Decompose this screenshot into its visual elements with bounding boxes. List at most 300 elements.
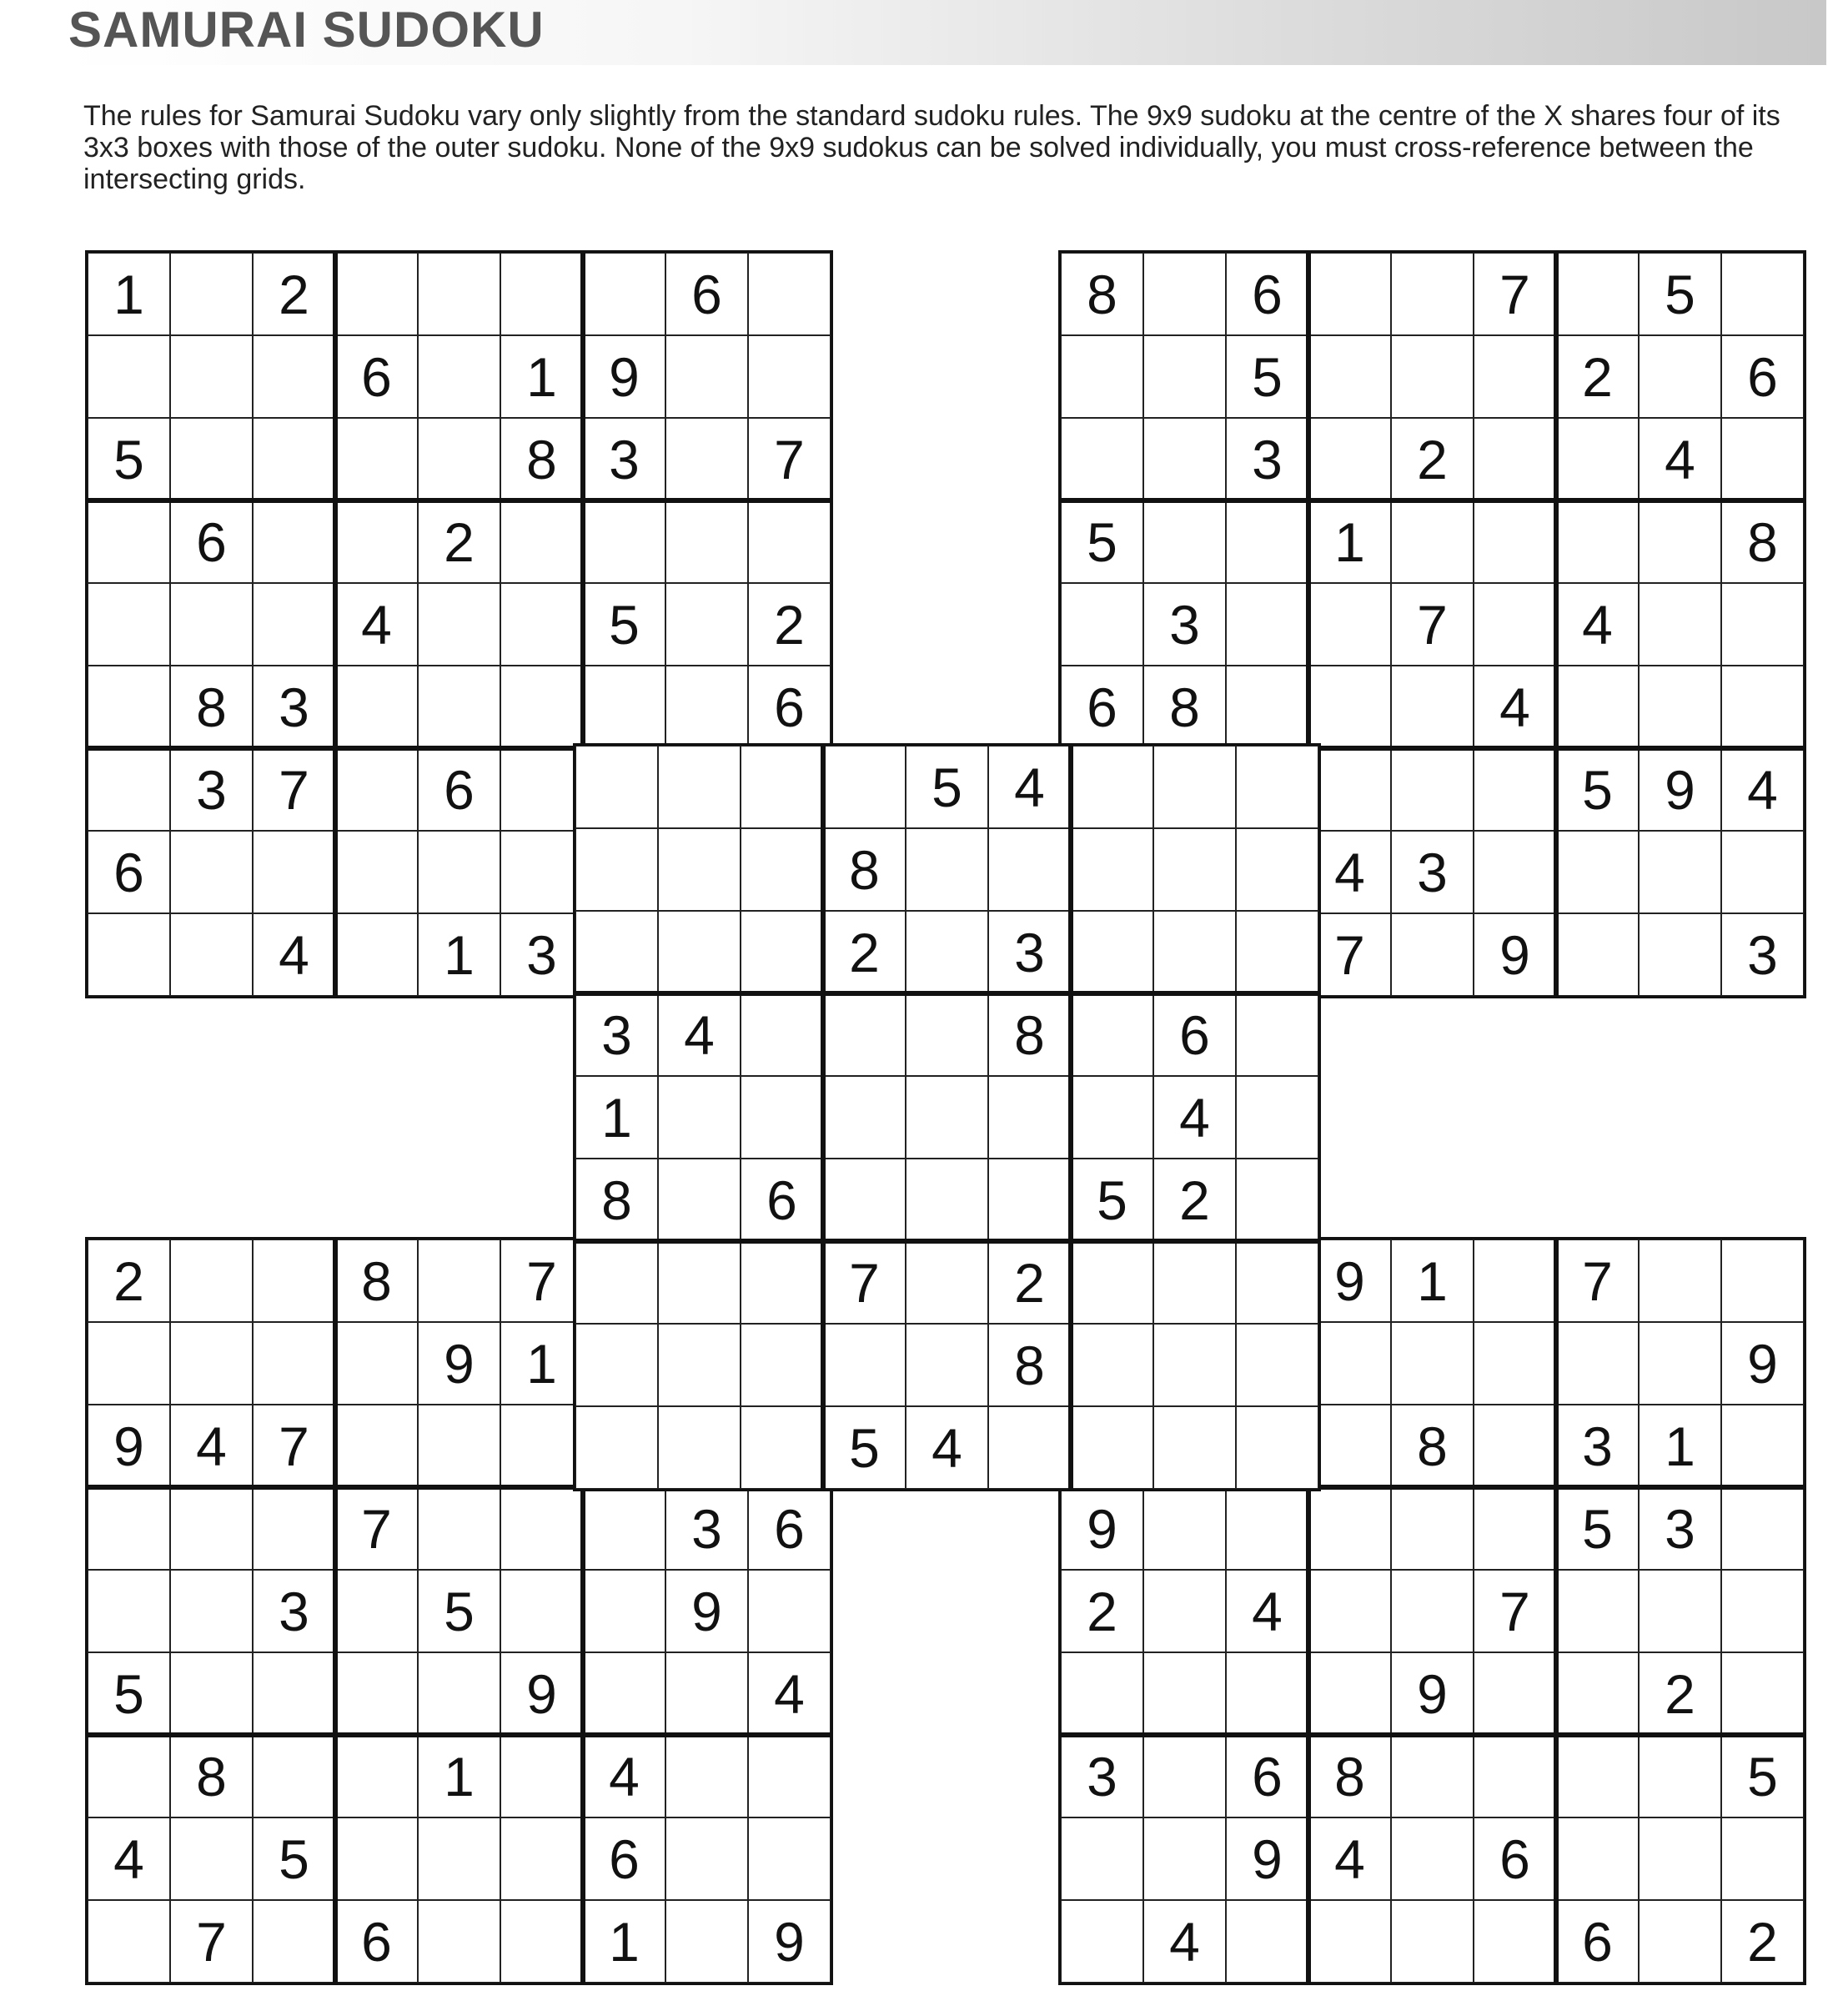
sudoku-cell[interactable] — [906, 1324, 988, 1406]
sudoku-cell[interactable] — [1721, 1405, 1804, 1487]
sudoku-cell[interactable] — [1153, 828, 1236, 911]
sudoku-cell[interactable] — [575, 746, 658, 828]
sudoku-cell[interactable] — [88, 1570, 170, 1652]
sudoku-cell[interactable] — [418, 1405, 500, 1487]
sudoku-cell[interactable] — [1143, 253, 1226, 335]
sudoku-cell[interactable] — [748, 1735, 831, 1817]
sudoku-cell[interactable] — [418, 1239, 500, 1322]
sudoku-cell[interactable] — [1721, 253, 1804, 335]
sudoku-cell[interactable] — [823, 1076, 906, 1159]
sudoku-cell[interactable]: 8 — [823, 828, 906, 911]
sudoku-cell[interactable] — [500, 1405, 583, 1487]
sudoku-cell[interactable]: 4 — [1474, 666, 1556, 748]
sudoku-cell[interactable] — [665, 1817, 748, 1900]
sudoku-cell[interactable]: 6 — [1226, 1735, 1308, 1817]
sudoku-cell[interactable]: 1 — [1391, 1239, 1474, 1322]
sudoku-cell[interactable] — [335, 666, 418, 748]
sudoku-cell[interactable]: 2 — [748, 583, 831, 666]
sudoku-cell[interactable]: 4 — [1556, 583, 1639, 666]
sudoku-cell[interactable] — [1143, 500, 1226, 583]
sudoku-cell[interactable] — [1308, 1487, 1391, 1570]
sudoku-cell[interactable] — [906, 1159, 988, 1241]
sudoku-cell[interactable] — [88, 748, 170, 831]
sudoku-cell[interactable] — [1226, 1487, 1308, 1570]
sudoku-cell[interactable]: 5 — [823, 1406, 906, 1489]
sudoku-cell[interactable]: 3 — [1143, 583, 1226, 666]
sudoku-cell[interactable]: 8 — [1061, 253, 1143, 335]
sudoku-cell[interactable]: 6 — [741, 1159, 823, 1241]
sudoku-cell[interactable] — [741, 911, 823, 993]
sudoku-cell[interactable] — [500, 748, 583, 831]
sudoku-cell[interactable] — [418, 1487, 500, 1570]
sudoku-cell[interactable] — [1143, 1570, 1226, 1652]
sudoku-cell[interactable] — [1071, 1406, 1153, 1489]
sudoku-cell[interactable] — [1236, 993, 1318, 1076]
sudoku-cell[interactable] — [253, 583, 335, 666]
sudoku-cell[interactable] — [335, 1405, 418, 1487]
sudoku-cell[interactable] — [1639, 500, 1721, 583]
sudoku-cell[interactable]: 6 — [335, 1900, 418, 1983]
sudoku-cell[interactable] — [665, 1652, 748, 1735]
sudoku-cell[interactable]: 3 — [253, 666, 335, 748]
sudoku-cell[interactable] — [906, 1076, 988, 1159]
sudoku-cell[interactable]: 4 — [906, 1406, 988, 1489]
sudoku-cell[interactable] — [1236, 1406, 1318, 1489]
sudoku-cell[interactable] — [658, 746, 741, 828]
sudoku-cell[interactable] — [1639, 1570, 1721, 1652]
sudoku-cell[interactable] — [1639, 666, 1721, 748]
sudoku-cell[interactable]: 4 — [748, 1652, 831, 1735]
sudoku-cell[interactable]: 3 — [1226, 418, 1308, 500]
sudoku-cell[interactable]: 5 — [1226, 335, 1308, 418]
sudoku-cell[interactable]: 9 — [583, 335, 665, 418]
sudoku-cell[interactable] — [1391, 1570, 1474, 1652]
sudoku-cell[interactable] — [575, 828, 658, 911]
sudoku-cell[interactable]: 2 — [418, 500, 500, 583]
sudoku-cell[interactable] — [88, 666, 170, 748]
sudoku-cell[interactable] — [418, 831, 500, 913]
sudoku-cell[interactable] — [1308, 1570, 1391, 1652]
sudoku-cell[interactable]: 8 — [1391, 1405, 1474, 1487]
sudoku-cell[interactable]: 9 — [1391, 1652, 1474, 1735]
sudoku-cell[interactable] — [1474, 1239, 1556, 1322]
sudoku-cell[interactable] — [906, 911, 988, 993]
sudoku-cell[interactable] — [1308, 253, 1391, 335]
sudoku-cell[interactable] — [583, 666, 665, 748]
sudoku-cell[interactable] — [1721, 583, 1804, 666]
sudoku-cell[interactable]: 5 — [418, 1570, 500, 1652]
sudoku-cell[interactable]: 2 — [823, 911, 906, 993]
sudoku-cell[interactable] — [748, 1817, 831, 1900]
sudoku-cell[interactable]: 2 — [1061, 1570, 1143, 1652]
sudoku-cell[interactable] — [500, 1735, 583, 1817]
sudoku-cell[interactable]: 6 — [88, 831, 170, 913]
sudoku-cell[interactable] — [1639, 1817, 1721, 1900]
sudoku-cell[interactable]: 4 — [1143, 1900, 1226, 1983]
sudoku-cell[interactable] — [1308, 418, 1391, 500]
sudoku-cell[interactable]: 5 — [88, 418, 170, 500]
sudoku-cell[interactable] — [253, 831, 335, 913]
sudoku-cell[interactable] — [665, 1735, 748, 1817]
sudoku-cell[interactable]: 3 — [1556, 1405, 1639, 1487]
sudoku-cell[interactable] — [1236, 1159, 1318, 1241]
sudoku-cell[interactable]: 9 — [1226, 1817, 1308, 1900]
sudoku-cell[interactable] — [170, 1652, 253, 1735]
sudoku-cell[interactable] — [988, 1159, 1071, 1241]
sudoku-cell[interactable]: 1 — [575, 1076, 658, 1159]
sudoku-cell[interactable]: 9 — [1308, 1239, 1391, 1322]
sudoku-cell[interactable] — [170, 1570, 253, 1652]
sudoku-cell[interactable]: 6 — [748, 666, 831, 748]
sudoku-cell[interactable]: 3 — [170, 748, 253, 831]
sudoku-cell[interactable] — [823, 993, 906, 1076]
sudoku-cell[interactable] — [1143, 1735, 1226, 1817]
sudoku-cell[interactable]: 2 — [1556, 335, 1639, 418]
sudoku-cell[interactable]: 4 — [583, 1735, 665, 1817]
sudoku-cell[interactable] — [1236, 911, 1318, 993]
sudoku-cell[interactable] — [1556, 253, 1639, 335]
sudoku-cell[interactable] — [335, 913, 418, 996]
sudoku-cell[interactable] — [741, 1076, 823, 1159]
sudoku-cell[interactable] — [1474, 831, 1556, 913]
sudoku-cell[interactable] — [88, 583, 170, 666]
sudoku-cell[interactable]: 2 — [88, 1239, 170, 1322]
sudoku-cell[interactable]: 7 — [748, 418, 831, 500]
sudoku-cell[interactable]: 3 — [665, 1487, 748, 1570]
sudoku-cell[interactable]: 1 — [583, 1900, 665, 1983]
sudoku-cell[interactable]: 9 — [1061, 1487, 1143, 1570]
sudoku-cell[interactable] — [1071, 746, 1153, 828]
sudoku-cell[interactable] — [1391, 1735, 1474, 1817]
sudoku-cell[interactable] — [1721, 1652, 1804, 1735]
sudoku-cell[interactable]: 3 — [1639, 1487, 1721, 1570]
sudoku-cell[interactable] — [665, 335, 748, 418]
sudoku-cell[interactable] — [1071, 828, 1153, 911]
sudoku-cell[interactable] — [748, 335, 831, 418]
sudoku-cell[interactable] — [1143, 418, 1226, 500]
sudoku-cell[interactable]: 3 — [575, 993, 658, 1076]
sudoku-cell[interactable] — [500, 500, 583, 583]
sudoku-cell[interactable] — [1391, 335, 1474, 418]
sudoku-cell[interactable]: 3 — [583, 418, 665, 500]
sudoku-cell[interactable] — [1061, 583, 1143, 666]
sudoku-cell[interactable] — [1308, 583, 1391, 666]
sudoku-cell[interactable]: 3 — [1721, 913, 1804, 996]
sudoku-cell[interactable] — [253, 1487, 335, 1570]
sudoku-cell[interactable]: 4 — [1639, 418, 1721, 500]
sudoku-cell[interactable]: 1 — [418, 913, 500, 996]
sudoku-cell[interactable] — [500, 831, 583, 913]
sudoku-cell[interactable]: 9 — [1474, 913, 1556, 996]
sudoku-cell[interactable] — [741, 1324, 823, 1406]
sudoku-cell[interactable]: 4 — [988, 746, 1071, 828]
sudoku-cell[interactable]: 6 — [748, 1487, 831, 1570]
sudoku-cell[interactable] — [335, 418, 418, 500]
sudoku-cell[interactable]: 4 — [1721, 748, 1804, 831]
sudoku-cell[interactable] — [741, 746, 823, 828]
sudoku-cell[interactable] — [335, 1322, 418, 1405]
sudoku-cell[interactable] — [658, 1324, 741, 1406]
sudoku-cell[interactable]: 1 — [418, 1735, 500, 1817]
sudoku-cell[interactable] — [335, 748, 418, 831]
sudoku-cell[interactable] — [253, 1322, 335, 1405]
sudoku-cell[interactable] — [1071, 993, 1153, 1076]
sudoku-cell[interactable] — [253, 1239, 335, 1322]
sudoku-cell[interactable]: 8 — [1721, 500, 1804, 583]
sudoku-cell[interactable]: 5 — [1639, 253, 1721, 335]
sudoku-cell[interactable] — [988, 1076, 1071, 1159]
sudoku-cell[interactable] — [88, 1322, 170, 1405]
sudoku-cell[interactable]: 7 — [1474, 253, 1556, 335]
sudoku-cell[interactable] — [335, 253, 418, 335]
sudoku-cell[interactable]: 6 — [665, 253, 748, 335]
sudoku-cell[interactable] — [1061, 418, 1143, 500]
sudoku-cell[interactable] — [1226, 1900, 1308, 1983]
sudoku-cell[interactable] — [88, 1900, 170, 1983]
sudoku-cell[interactable] — [88, 335, 170, 418]
sudoku-cell[interactable] — [1639, 1900, 1721, 1983]
sudoku-cell[interactable] — [88, 1487, 170, 1570]
sudoku-cell[interactable]: 2 — [1153, 1159, 1236, 1241]
sudoku-cell[interactable] — [658, 1406, 741, 1489]
sudoku-cell[interactable] — [1474, 335, 1556, 418]
sudoku-cell[interactable] — [1474, 583, 1556, 666]
sudoku-cell[interactable] — [1474, 1405, 1556, 1487]
sudoku-cell[interactable]: 6 — [335, 335, 418, 418]
sudoku-cell[interactable] — [1236, 828, 1318, 911]
sudoku-cell[interactable]: 9 — [418, 1322, 500, 1405]
sudoku-cell[interactable] — [418, 666, 500, 748]
sudoku-cell[interactable]: 9 — [1639, 748, 1721, 831]
sudoku-cell[interactable] — [658, 911, 741, 993]
sudoku-cell[interactable]: 8 — [988, 993, 1071, 1076]
sudoku-cell[interactable] — [575, 1324, 658, 1406]
sudoku-cell[interactable] — [418, 1817, 500, 1900]
sudoku-cell[interactable]: 4 — [1153, 1076, 1236, 1159]
sudoku-cell[interactable] — [658, 1241, 741, 1324]
sudoku-cell[interactable] — [1391, 666, 1474, 748]
sudoku-cell[interactable] — [665, 666, 748, 748]
sudoku-cell[interactable]: 4 — [253, 913, 335, 996]
sudoku-cell[interactable] — [658, 1076, 741, 1159]
sudoku-cell[interactable] — [170, 335, 253, 418]
sudoku-cell[interactable]: 3 — [988, 911, 1071, 993]
sudoku-cell[interactable] — [1721, 831, 1804, 913]
sudoku-cell[interactable] — [583, 1652, 665, 1735]
sudoku-cell[interactable] — [170, 253, 253, 335]
sudoku-cell[interactable] — [1391, 1487, 1474, 1570]
sudoku-cell[interactable] — [575, 1406, 658, 1489]
sudoku-cell[interactable] — [1236, 1241, 1318, 1324]
sudoku-cell[interactable]: 7 — [253, 748, 335, 831]
sudoku-cell[interactable] — [170, 418, 253, 500]
sudoku-cell[interactable] — [335, 500, 418, 583]
sudoku-cell[interactable] — [418, 583, 500, 666]
sudoku-cell[interactable] — [88, 500, 170, 583]
sudoku-cell[interactable] — [253, 1652, 335, 1735]
sudoku-cell[interactable]: 7 — [1474, 1570, 1556, 1652]
sudoku-cell[interactable] — [1639, 1322, 1721, 1405]
sudoku-cell[interactable]: 7 — [1391, 583, 1474, 666]
sudoku-cell[interactable]: 8 — [170, 1735, 253, 1817]
sudoku-cell[interactable] — [170, 1817, 253, 1900]
sudoku-cell[interactable]: 4 — [88, 1817, 170, 1900]
sudoku-cell[interactable]: 2 — [1639, 1652, 1721, 1735]
sudoku-cell[interactable] — [500, 1817, 583, 1900]
sudoku-cell[interactable]: 7 — [1556, 1239, 1639, 1322]
sudoku-cell[interactable] — [1071, 911, 1153, 993]
sudoku-cell[interactable] — [500, 1570, 583, 1652]
sudoku-cell[interactable]: 5 — [1556, 748, 1639, 831]
sudoku-cell[interactable] — [1556, 500, 1639, 583]
sudoku-cell[interactable] — [1226, 500, 1308, 583]
sudoku-cell[interactable]: 5 — [1071, 1159, 1153, 1241]
sudoku-cell[interactable]: 1 — [500, 335, 583, 418]
sudoku-cell[interactable] — [1474, 1652, 1556, 1735]
sudoku-cell[interactable] — [575, 911, 658, 993]
sudoku-cell[interactable] — [500, 253, 583, 335]
sudoku-cell[interactable] — [1391, 1817, 1474, 1900]
sudoku-cell[interactable] — [500, 1487, 583, 1570]
sudoku-cell[interactable]: 4 — [1308, 1817, 1391, 1900]
sudoku-cell[interactable] — [1061, 1900, 1143, 1983]
sudoku-cell[interactable] — [253, 335, 335, 418]
sudoku-cell[interactable] — [1721, 1239, 1804, 1322]
sudoku-cell[interactable] — [906, 993, 988, 1076]
sudoku-cell[interactable] — [335, 1652, 418, 1735]
sudoku-cell[interactable]: 6 — [418, 748, 500, 831]
sudoku-cell[interactable] — [335, 1570, 418, 1652]
sudoku-cell[interactable] — [170, 1322, 253, 1405]
sudoku-cell[interactable] — [1143, 1487, 1226, 1570]
sudoku-cell[interactable] — [1556, 1570, 1639, 1652]
sudoku-cell[interactable] — [1391, 1322, 1474, 1405]
sudoku-cell[interactable] — [1308, 666, 1391, 748]
sudoku-cell[interactable] — [665, 500, 748, 583]
sudoku-cell[interactable]: 4 — [658, 993, 741, 1076]
sudoku-cell[interactable] — [1556, 831, 1639, 913]
sudoku-cell[interactable]: 9 — [748, 1900, 831, 1983]
sudoku-cell[interactable] — [1308, 335, 1391, 418]
sudoku-cell[interactable] — [1061, 1652, 1143, 1735]
sudoku-cell[interactable] — [1639, 1239, 1721, 1322]
sudoku-cell[interactable] — [748, 253, 831, 335]
sudoku-cell[interactable] — [1153, 1241, 1236, 1324]
sudoku-cell[interactable] — [1474, 1322, 1556, 1405]
sudoku-cell[interactable] — [1721, 1817, 1804, 1900]
sudoku-cell[interactable]: 1 — [1308, 500, 1391, 583]
sudoku-cell[interactable] — [418, 253, 500, 335]
sudoku-cell[interactable]: 7 — [335, 1487, 418, 1570]
sudoku-cell[interactable] — [1236, 1076, 1318, 1159]
sudoku-cell[interactable] — [88, 1735, 170, 1817]
sudoku-cell[interactable]: 4 — [1226, 1570, 1308, 1652]
sudoku-cell[interactable] — [1721, 1570, 1804, 1652]
sudoku-cell[interactable] — [665, 1900, 748, 1983]
sudoku-cell[interactable]: 8 — [1308, 1735, 1391, 1817]
sudoku-cell[interactable] — [418, 1900, 500, 1983]
sudoku-cell[interactable] — [1226, 666, 1308, 748]
sudoku-cell[interactable]: 5 — [253, 1817, 335, 1900]
sudoku-cell[interactable] — [170, 583, 253, 666]
sudoku-cell[interactable]: 7 — [500, 1239, 583, 1322]
sudoku-cell[interactable]: 9 — [500, 1652, 583, 1735]
sudoku-cell[interactable]: 8 — [575, 1159, 658, 1241]
sudoku-cell[interactable] — [583, 253, 665, 335]
sudoku-cell[interactable] — [1391, 253, 1474, 335]
sudoku-cell[interactable] — [418, 1652, 500, 1735]
sudoku-cell[interactable] — [1071, 1241, 1153, 1324]
sudoku-cell[interactable] — [1556, 418, 1639, 500]
sudoku-cell[interactable] — [253, 1735, 335, 1817]
sudoku-cell[interactable]: 7 — [253, 1405, 335, 1487]
sudoku-cell[interactable]: 6 — [1226, 253, 1308, 335]
sudoku-cell[interactable]: 4 — [1308, 831, 1391, 913]
sudoku-cell[interactable] — [1391, 500, 1474, 583]
sudoku-cell[interactable]: 6 — [1474, 1817, 1556, 1900]
sudoku-cell[interactable] — [658, 828, 741, 911]
sudoku-cell[interactable]: 3 — [500, 913, 583, 996]
sudoku-cell[interactable]: 5 — [1061, 500, 1143, 583]
sudoku-cell[interactable]: 2 — [988, 1241, 1071, 1324]
sudoku-cell[interactable] — [1153, 746, 1236, 828]
sudoku-cell[interactable] — [500, 1900, 583, 1983]
sudoku-cell[interactable]: 5 — [88, 1652, 170, 1735]
sudoku-cell[interactable] — [1236, 746, 1318, 828]
sudoku-cell[interactable]: 9 — [665, 1570, 748, 1652]
sudoku-cell[interactable] — [1721, 666, 1804, 748]
sudoku-cell[interactable]: 5 — [1556, 1487, 1639, 1570]
sudoku-cell[interactable] — [741, 993, 823, 1076]
sudoku-cell[interactable] — [823, 1159, 906, 1241]
sudoku-cell[interactable]: 6 — [1153, 993, 1236, 1076]
sudoku-cell[interactable] — [335, 1735, 418, 1817]
sudoku-cell[interactable]: 4 — [170, 1405, 253, 1487]
sudoku-cell[interactable] — [748, 500, 831, 583]
sudoku-cell[interactable] — [583, 1487, 665, 1570]
sudoku-cell[interactable] — [1308, 1652, 1391, 1735]
sudoku-cell[interactable]: 6 — [1556, 1900, 1639, 1983]
sudoku-cell[interactable]: 8 — [170, 666, 253, 748]
sudoku-cell[interactable] — [1556, 666, 1639, 748]
sudoku-cell[interactable] — [748, 1570, 831, 1652]
sudoku-cell[interactable] — [1474, 418, 1556, 500]
sudoku-cell[interactable] — [1153, 1324, 1236, 1406]
sudoku-cell[interactable] — [1721, 1487, 1804, 1570]
sudoku-cell[interactable] — [906, 1241, 988, 1324]
sudoku-cell[interactable] — [1143, 1652, 1226, 1735]
sudoku-cell[interactable] — [1308, 1900, 1391, 1983]
sudoku-cell[interactable]: 5 — [583, 583, 665, 666]
sudoku-cell[interactable] — [1474, 500, 1556, 583]
sudoku-cell[interactable] — [1474, 1487, 1556, 1570]
sudoku-cell[interactable] — [1556, 1322, 1639, 1405]
sudoku-cell[interactable] — [1556, 913, 1639, 996]
sudoku-cell[interactable]: 5 — [1721, 1735, 1804, 1817]
sudoku-cell[interactable]: 8 — [335, 1239, 418, 1322]
sudoku-cell[interactable] — [1639, 335, 1721, 418]
sudoku-cell[interactable]: 8 — [500, 418, 583, 500]
sudoku-cell[interactable]: 6 — [170, 500, 253, 583]
sudoku-cell[interactable] — [1071, 1324, 1153, 1406]
sudoku-cell[interactable]: 2 — [253, 253, 335, 335]
sudoku-cell[interactable] — [1153, 911, 1236, 993]
sudoku-cell[interactable] — [170, 913, 253, 996]
sudoku-cell[interactable] — [1236, 1324, 1318, 1406]
sudoku-cell[interactable] — [1556, 1652, 1639, 1735]
sudoku-cell[interactable] — [741, 1241, 823, 1324]
sudoku-cell[interactable] — [1556, 1735, 1639, 1817]
